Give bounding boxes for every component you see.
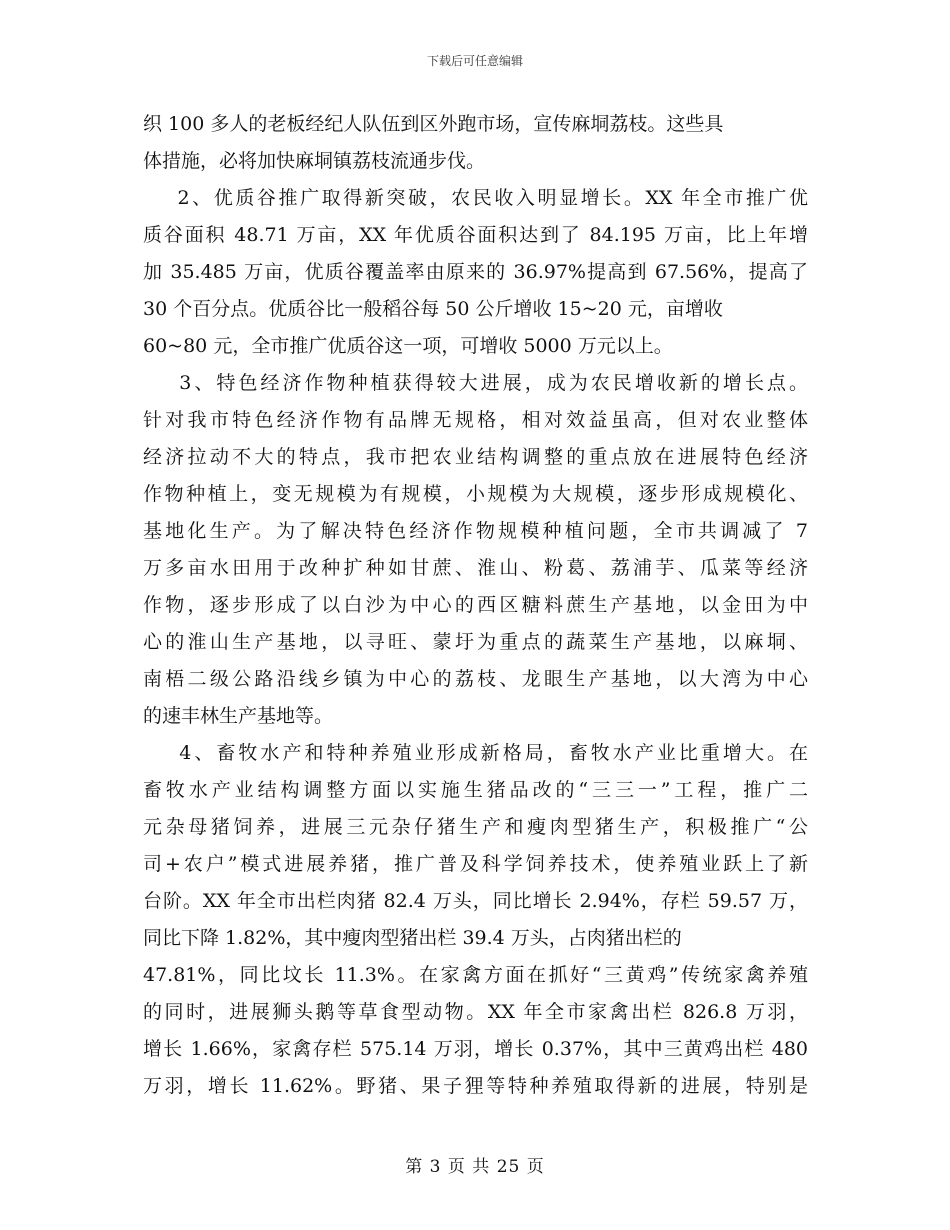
text-line: 同比下降 1.82%，其中瘦肉型猪出栏 39.4 万头，占肉猪出栏的 bbox=[143, 927, 682, 949]
text-line: 30 个百分点。优质谷比一般稻谷每 50 公斤增收 15~20 元，亩增收 bbox=[143, 298, 723, 320]
text-line: 元杂母猪饲养，进展三元杂仔猪生产和瘦肉型猪生产，积极推广“公 bbox=[143, 816, 808, 838]
text-line: 2、优质谷推广取得新突破，农民收入明显增长。XX 年全市推广优 bbox=[143, 187, 808, 209]
text-line: 畜牧水产业结构调整方面以实施生猪品改的“三三一”工程，推广二 bbox=[143, 779, 808, 801]
page-number-footer: 第 3 页 共 25 页 bbox=[405, 1157, 545, 1177]
page-header: 下载后可任意编辑 bbox=[426, 54, 523, 68]
text-line: 作物种植上，变无规模为有规模，小规模为大规模，逐步形成规模化、 bbox=[143, 483, 808, 505]
text-line: 万羽，增长 11.62%。野猪、果子狸等特种养殖取得新的进展，特别是 bbox=[143, 1075, 808, 1097]
text-line: 4、畜牧水产和特种养殖业形成新格局，畜牧水产业比重增大。在 bbox=[143, 742, 808, 764]
text-line: 质谷面积 48.71 万亩，XX 年优质谷面积达到了 84.195 万亩，比上年增 bbox=[143, 224, 808, 246]
text-line: 台阶。XX 年全市出栏肉猪 82.4 万头，同比增长 2.94%，存栏 59.57 万， bbox=[143, 890, 808, 912]
text-line: 司+农户”模式进展养猪，推广普及科学饲养技术，使养殖业跃上了新 bbox=[143, 853, 808, 875]
text-line: 心的淮山生产基地，以寻旺、蒙圩为重点的蔬菜生产基地，以麻垌、 bbox=[143, 631, 808, 653]
text-line: 47.81%，同比坟长 11.3%。在家禽方面在抓好“三黄鸡”传统家禽养殖 bbox=[143, 964, 808, 986]
text-line: 基地化生产。为了解决特色经济作物规模种植问题，全市共调减了 7 bbox=[143, 520, 808, 542]
text-line: 经济拉动不大的特点，我市把农业结构调整的重点放在进展特色经济 bbox=[143, 446, 808, 468]
text-line: 织 100 多人的老板经纪人队伍到区外跑市场，宣传麻垌荔枝。这些具 bbox=[143, 113, 724, 135]
text-line: 南梧二级公路沿线乡镇为中心的荔枝、龙眼生产基地，以大湾为中心 bbox=[143, 668, 808, 690]
text-line: 作物，逐步形成了以白沙为中心的西区糖料蔗生产基地，以金田为中 bbox=[143, 594, 808, 616]
text-line: 3、特色经济作物种植获得较大进展，成为农民增收新的增长点。 bbox=[143, 372, 808, 394]
text-line: 万多亩水田用于改种扩种如甘蔗、淮山、粉葛、荔浦芋、瓜菜等经济 bbox=[143, 557, 808, 579]
text-line: 增长 1.66%，家禽存栏 575.14 万羽，增长 0.37%，其中三黄鸡出栏 480 bbox=[143, 1038, 808, 1060]
text-line: 针对我市特色经济作物有品牌无规格，相对效益虽高，但对农业整体 bbox=[143, 409, 808, 431]
text-line: 体措施，必将加快麻垌镇荔枝流通步伐。 bbox=[143, 150, 486, 172]
text-line: 60~80 元，全市推广优质谷这一项，可增收 5000 万元以上。 bbox=[143, 335, 673, 357]
text-line: 的同时，进展狮头鹅等草食型动物。XX 年全市家禽出栏 826.8 万羽， bbox=[143, 1001, 808, 1023]
text-line: 的速丰林生产基地等。 bbox=[143, 705, 334, 727]
text-line: 加 35.485 万亩，优质谷覆盖率由原来的 36.97%提高到 67.56%，提高了 bbox=[143, 261, 808, 283]
document-body bbox=[143, 106, 808, 1105]
